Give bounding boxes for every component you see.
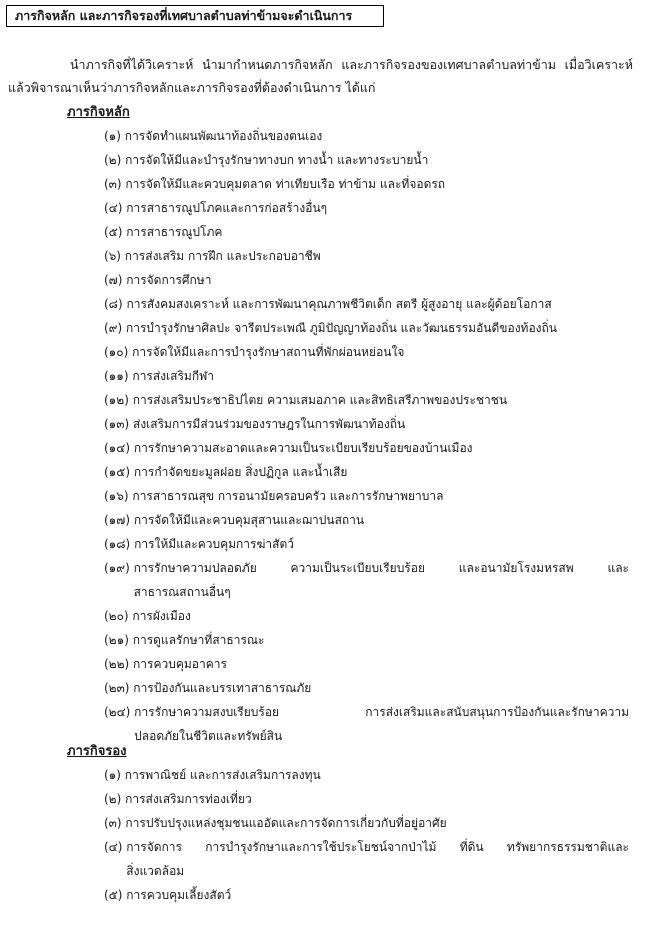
list-item	[104, 268, 629, 292]
secondary-missions-heading: ภารกิจรอง	[67, 744, 127, 759]
list-item-text-line-1: การรักษาความสงบเรียบร้อย การส่งเสริมและสนับสนุนการป้องกันและรักษาความ	[134, 705, 629, 719]
list-item-number: (๒๐)	[104, 609, 133, 623]
list-item-text-line-2: ปลอดภัยในชีวิตและทรัพย์สิน	[134, 729, 283, 743]
intro-line-1: นำภารกิจที่ได้วิเคราะห์ นำมากำหนดภารกิจหลัก และภารกิจรองของเทศบาลตำบลท่าข้าม เมื่อวิเคราะห์	[70, 57, 633, 72]
list-item-text-line-1: การรักษาความปลอดภัย ความเป็นระเบียบเรียบร้อย และอนามัยโรงมหรสพ และ	[133, 561, 629, 575]
list-item-number: (๕)	[104, 225, 127, 239]
list-item	[104, 484, 629, 508]
list-item	[104, 835, 629, 883]
page-title: ภารกิจหลัก และภารกิจรองที่เทศบาลตำบลท่าข้ามจะดำเนินการ	[6, 5, 384, 27]
list-item-number: (๑๙)	[104, 561, 134, 575]
list-item	[104, 340, 629, 364]
list-item-text: การจัดทำแผนพัฒนาท้องถิ่นของตนเอง	[124, 129, 323, 143]
list-item-text: ส่งเสริมการมีส่วนร่วมของราษฎรในการพัฒนาท้องถิ่น	[133, 417, 406, 431]
list-item-text: การให้มีและควบคุมการฆ่าสัตว์	[134, 537, 294, 551]
list-item-text-line-1: การจัดการ การบำรุงรักษาและการใช้ประโยชน์จากป่าไม้ ที่ดิน ทรัพยากรธรรมชาติและ	[126, 840, 629, 854]
list-item-number: (๒๔)	[104, 705, 135, 719]
list-item-text: การสาธารณูปโภคและการก่อสร้างอื่นๆ	[126, 201, 328, 215]
list-item-text: การจัดให้มีและบำรุงรักษาทางบก ทางน้ำ และทางระบายน้ำ	[125, 153, 429, 167]
list-item-text: การควบคุมอาคาร	[133, 657, 227, 671]
list-item-number: (๑๖)	[104, 489, 133, 503]
list-item-text: การป้องกันและบรรเทาสาธารณภัย	[133, 681, 312, 695]
list-item-text-line-2: สาธารณสถานอื่นๆ	[133, 585, 231, 599]
list-item-number: (๑๔)	[104, 441, 134, 455]
list-item	[104, 763, 629, 787]
list-item-number: (๒)	[104, 792, 126, 806]
list-item-text: การรักษาความสะอาดและความเป็นระเบียบเรียบร้อยของบ้านเมือง	[133, 441, 473, 455]
list-item	[104, 460, 629, 484]
list-item-text	[134, 556, 629, 604]
list-item-text	[126, 835, 629, 883]
list-item-text: การสาธารณูปโภค	[126, 225, 223, 239]
list-item-text: การจัดการศึกษา	[126, 273, 212, 287]
list-item-text: การจัดให้มีและควบคุมสุสานและฌาปนสถาน	[133, 513, 365, 527]
list-item	[104, 628, 629, 652]
list-item-number: (๑๕)	[104, 465, 134, 479]
list-item-text-line-2: สิ่งแวดล้อม	[126, 864, 185, 878]
list-item	[104, 652, 629, 676]
list-item-text: การดูแลรักษาที่สาธารณะ	[132, 633, 265, 647]
intro-paragraph	[8, 53, 633, 99]
list-item-number: (๑๓)	[104, 417, 133, 431]
list-item-number: (๑๗)	[104, 513, 134, 527]
list-item	[104, 196, 629, 220]
list-item-number: (๕)	[104, 888, 127, 902]
list-item	[104, 316, 629, 340]
list-item	[104, 148, 629, 172]
list-item-text: การส่งเสริมการท่องเที่ยว	[125, 792, 252, 806]
list-item-text: การสาธารณสุข การอนามัยครอบครัว และการรักษาพยาบาล	[132, 489, 444, 503]
list-item-text: การกำจัดขยะมูลฝอย สิ่งปฏิกูล และน้ำเสีย	[133, 465, 348, 479]
list-item	[104, 532, 629, 556]
list-item	[104, 292, 629, 316]
list-item-text: การควบคุมเลี้ยงสัตว์	[126, 888, 232, 902]
list-item	[104, 244, 629, 268]
main-missions-heading: ภารกิจหลัก	[67, 105, 130, 120]
intro-line-2: แล้วพิจารณาเห็นว่าภารกิจหลักและภารกิจรองที่ต้องดำเนินการ ได้แก่	[8, 80, 376, 95]
list-item-text: การพาณิชย์ และการส่งเสริมการลงทุน	[124, 768, 321, 782]
list-item	[104, 556, 629, 604]
list-item	[104, 811, 629, 835]
list-item	[104, 604, 629, 628]
list-item-text: การส่งเสริม การฝึก และประกอบอาชีพ	[124, 249, 321, 263]
main-missions-list	[104, 124, 629, 748]
list-item-text: การบำรุงรักษาศิลปะ จารีตประเพณี ภูมิปัญญาท้องถิ่น และวัฒนธรรมอันดีของท้องถิ่น	[125, 321, 558, 335]
list-item-number: (๑๘)	[104, 537, 135, 551]
list-item-number: (๑)	[104, 768, 125, 782]
list-item	[104, 787, 629, 811]
list-item-number: (๑)	[104, 129, 125, 143]
list-item	[104, 676, 629, 700]
list-item	[104, 124, 629, 148]
list-item-text: การผังเมือง	[132, 609, 191, 623]
list-item	[104, 364, 629, 388]
list-item-text: การจัดให้มีและการบำรุงรักษาสถานที่พักผ่อนหย่อนใจ	[132, 345, 405, 359]
list-item-number: (๒๑)	[104, 633, 133, 647]
list-item	[104, 883, 629, 907]
list-item-text: การปรับปรุงแหล่งชุมชนแออัดและการจัดการเกี่ยวกับที่อยู่อาศัย	[125, 816, 447, 830]
list-item-number: (๒๓)	[104, 681, 134, 695]
list-item-number: (๒)	[104, 153, 126, 167]
list-item-number: (๑๒)	[104, 393, 133, 407]
list-item-text: การส่งเสริมกีฬา	[132, 369, 215, 383]
list-item	[104, 412, 629, 436]
list-item-number: (๗)	[104, 273, 127, 287]
list-item-number: (๔)	[104, 201, 127, 215]
list-item-text: การจัดให้มีและควบคุมตลาด ท่าเทียบเรือ ท่าข้าม และที่จอดรถ	[125, 177, 446, 191]
list-item-number: (๘)	[104, 297, 127, 311]
list-item-number: (๙)	[104, 321, 126, 335]
list-item-number: (๔)	[104, 840, 127, 854]
list-item	[104, 220, 629, 244]
list-item	[104, 508, 629, 532]
list-item-number: (๓)	[104, 177, 126, 191]
list-item-number: (๒๒)	[104, 657, 133, 671]
list-item-number: (๓)	[104, 816, 126, 830]
list-item-number: (๖)	[104, 249, 125, 263]
secondary-missions-list	[104, 763, 629, 907]
list-item-text	[134, 700, 629, 748]
list-item-number: (๑๐)	[104, 345, 133, 359]
list-item	[104, 436, 629, 460]
list-item-text: การส่งเสริมประชาธิปไตย ความเสมอภาค และสิทธิเสรีภาพของประชาชน	[132, 393, 508, 407]
list-item-number: (๑๑)	[104, 369, 133, 383]
list-item-text: การสังคมสงเคราะห์ และการพัฒนาคุณภาพชีวิตเด็ก สตรี ผู้สูงอายุ และผู้ด้อยโอกาส	[126, 297, 552, 311]
list-item	[104, 388, 629, 412]
list-item	[104, 172, 629, 196]
list-item	[104, 700, 629, 748]
